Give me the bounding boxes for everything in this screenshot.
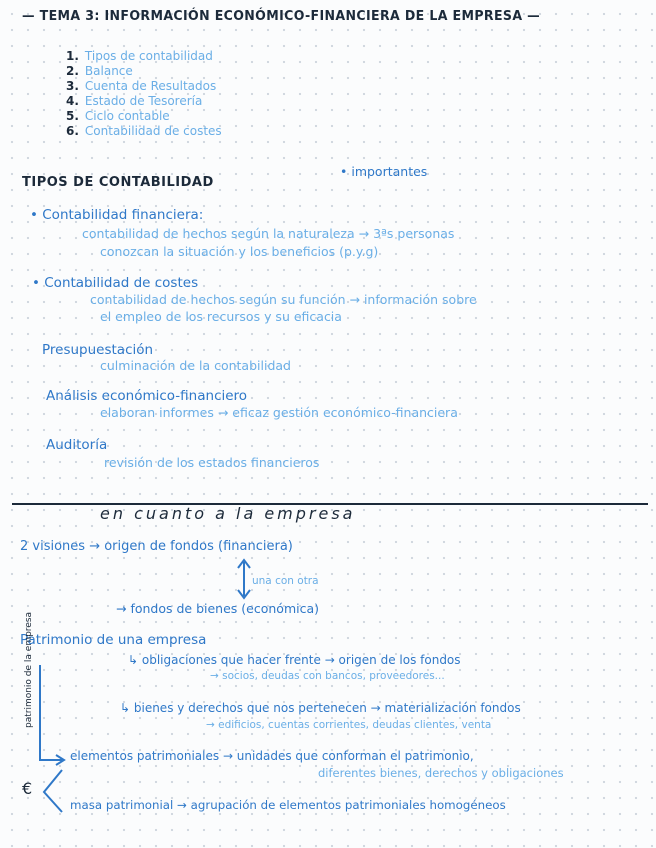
una-con-otra-note: una con otra: [252, 575, 319, 587]
toc-item: 4. Estado de Tesorería: [66, 94, 203, 108]
auditoria-line-1: revisión de los estados financieros: [104, 455, 320, 470]
financiera-line-1: contabilidad de hechos según la naturaleza → 3ªs personas: [82, 226, 455, 241]
masa-line: masa patrimonial → agrupación de elementos patrimoniales homogéneos: [70, 798, 506, 812]
presupuestacion-line-1: culminación de la contabilidad: [100, 358, 291, 373]
analisis-line-1: elaboran informes → eficaz gestión económico-financiera: [100, 405, 458, 420]
bienes-derechos-line: ↳ bienes y derechos que nos pertenecen → materialización fondos: [120, 701, 521, 715]
financiera-line-2: conozcan la situación y los beneficios (p.y.g): [100, 244, 379, 259]
toc-item: 5. Ciclo contable: [66, 109, 170, 123]
euro-symbol: €: [22, 779, 33, 798]
importantes-note: • importantes: [340, 164, 428, 179]
auditoria-title: Auditoría: [46, 437, 108, 453]
visiones-line: 2 visiones → origen de fondos (financiera): [20, 539, 293, 554]
costes-title: • Contabilidad de costes: [32, 275, 199, 291]
obligaciones-examples: → socios, deudas con bancos, proveedores...: [210, 670, 445, 682]
financiera-title: • Contabilidad financiera:: [30, 207, 204, 223]
toc-item: 3. Cuenta de Resultados: [66, 79, 217, 93]
section-heading-empresa: en cuanto a la empresa: [100, 504, 356, 523]
bienes-derechos-examples: → edificios, cuentas corrientes, deudas clientes, venta: [206, 719, 492, 731]
presupuestacion-title: Presupuestación: [42, 342, 154, 358]
section-heading-tipos: TIPOS DE CONTABILIDAD: [22, 175, 214, 190]
costes-line-1: contabilidad de hechos según su función → información sobre: [90, 292, 477, 307]
toc-item: 2. Balance: [66, 64, 133, 78]
vertical-note: patrimonio de la empresa: [24, 611, 34, 728]
toc-item: 6. Contabilidad de costes: [66, 124, 222, 138]
analisis-title: Análisis económico-financiero: [46, 388, 248, 404]
elementos-line-1: elementos patrimoniales → unidades que conforman el patrimonio,: [70, 749, 474, 763]
obligaciones-line: ↳ obligaciones que hacer frente → origen de los fondos: [128, 653, 461, 667]
toc-item: 1. Tipos de contabilidad: [66, 49, 213, 63]
patrimonio-title: Patrimonio de una empresa: [20, 632, 207, 648]
page-title: — TEMA 3: INFORMACIÓN ECONÓMICO-FINANCIERA DE LA EMPRESA —: [22, 8, 541, 24]
bienes-line: → fondos de bienes (económica): [116, 601, 319, 616]
costes-line-2: el empleo de los recursos y su eficacia: [100, 309, 342, 324]
elementos-line-2: diferentes bienes, derechos y obligaciones: [318, 766, 564, 780]
